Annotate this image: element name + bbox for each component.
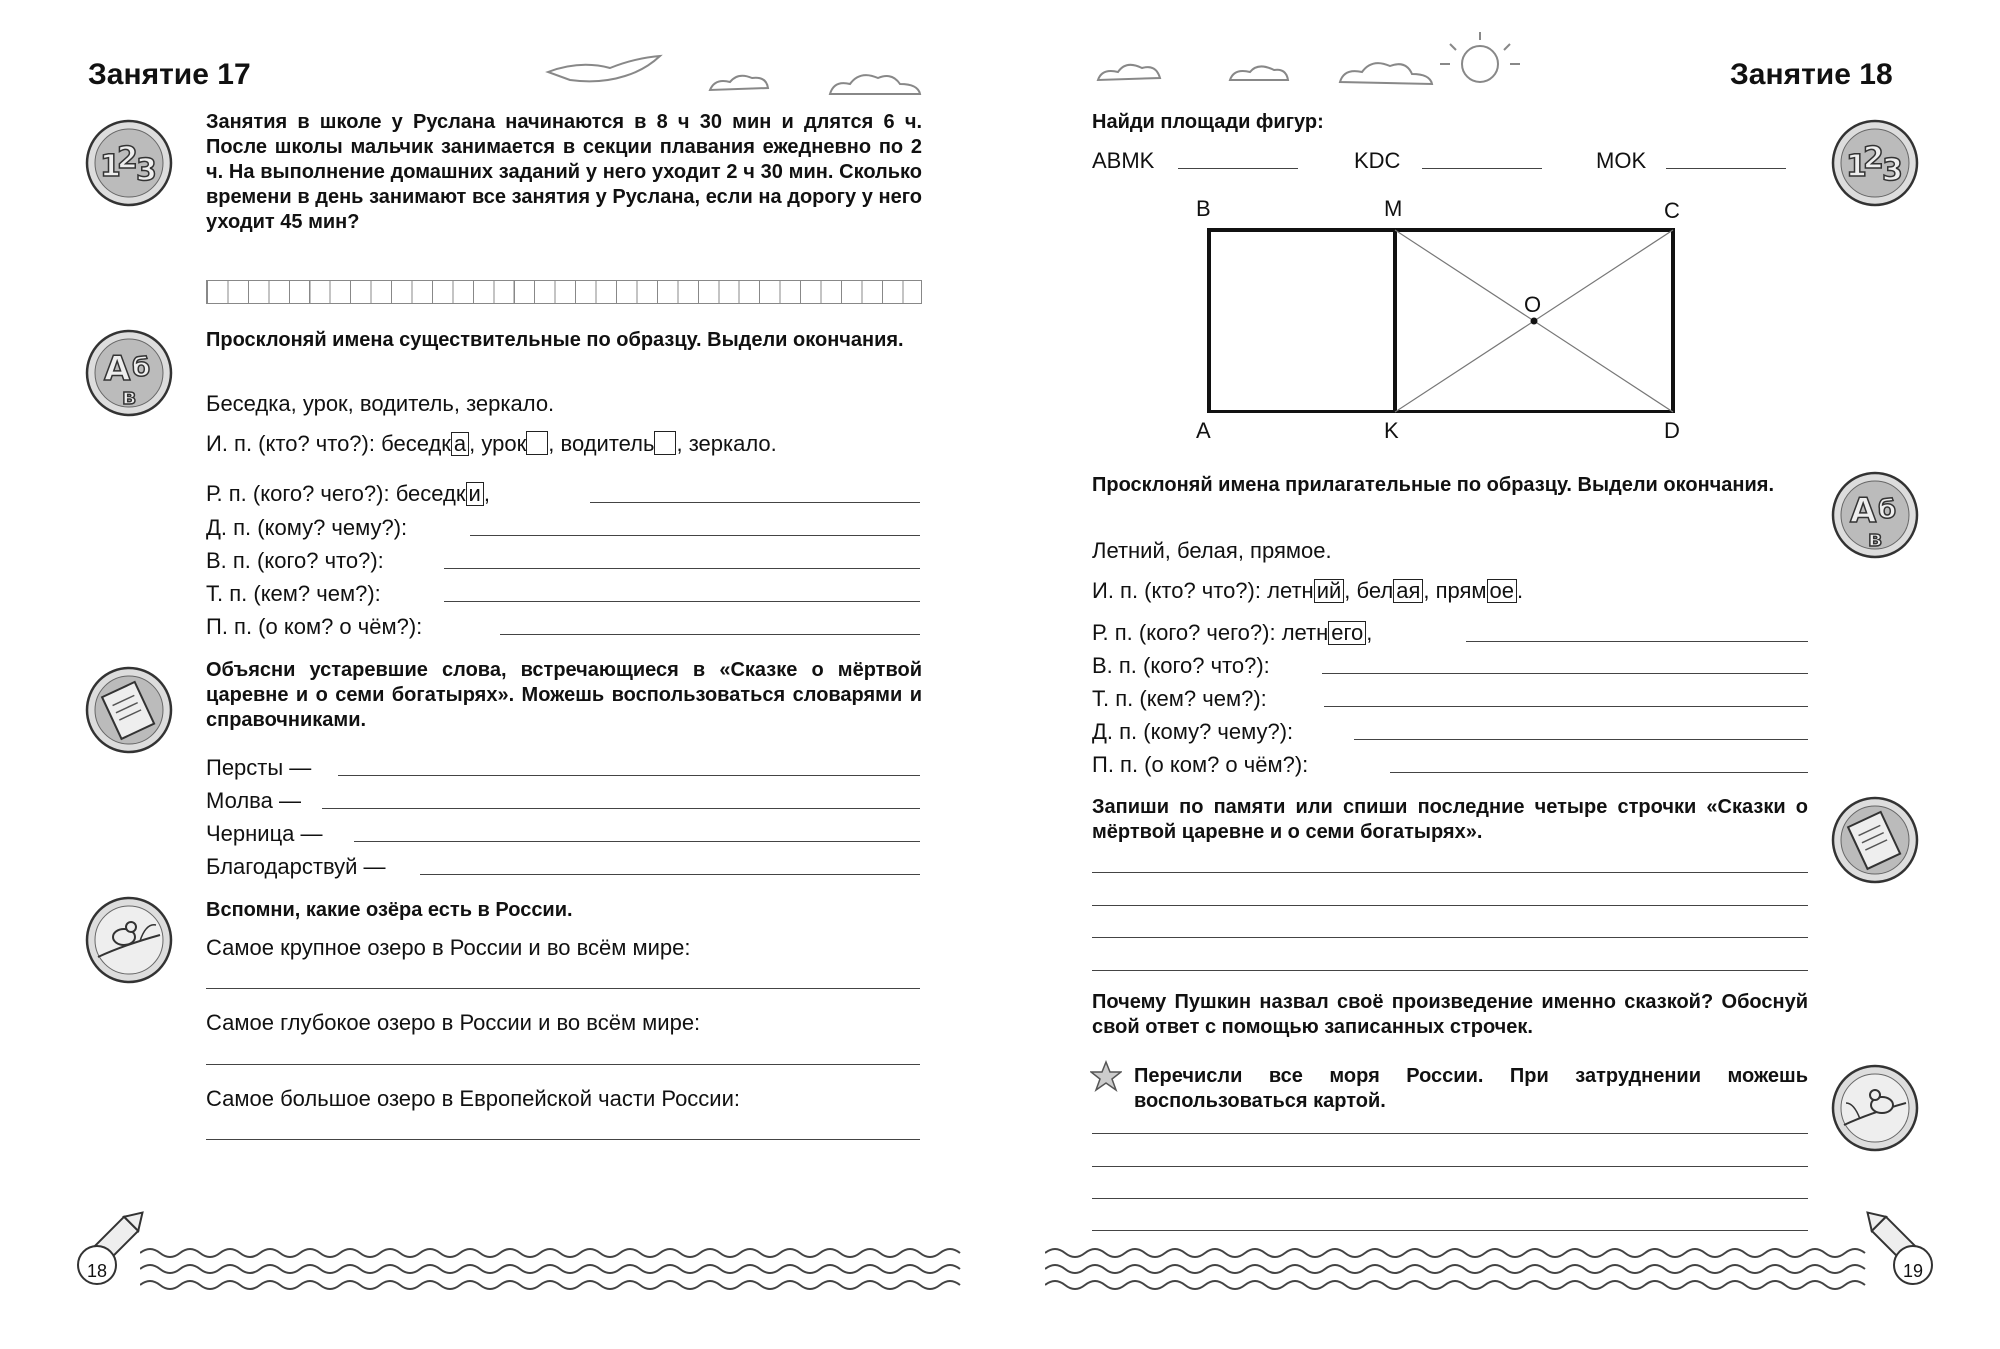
left-nominative-row: И. п. (кто? что?): беседк а , урок , водитель , зеркало. bbox=[206, 431, 777, 456]
left-task2-words: Беседка, урок, водитель, зеркало. bbox=[206, 391, 555, 416]
figure-abmk-line[interactable] bbox=[1178, 168, 1298, 169]
lake-question-1: Самое крупное озеро в России и во всём мире: bbox=[206, 935, 691, 960]
left-prepositional-line[interactable] bbox=[500, 634, 920, 635]
letters-icon bbox=[84, 328, 174, 418]
pencil-icon-right bbox=[1860, 1205, 1950, 1300]
bird-icon-right bbox=[1830, 1063, 1920, 1153]
figure-kdc-label: KDC bbox=[1354, 148, 1401, 173]
old-word-1: Персты — bbox=[206, 755, 312, 780]
old-word-1-line[interactable] bbox=[338, 775, 920, 776]
left-genitive-line[interactable] bbox=[590, 502, 920, 503]
right-task1-text: Найди площади фигур: bbox=[1092, 111, 1324, 133]
bird-icon bbox=[84, 895, 174, 985]
old-word-3: Черница — bbox=[206, 821, 323, 846]
figure-mok-label: MOK bbox=[1596, 148, 1647, 173]
lake-answer-3-line[interactable] bbox=[206, 1139, 920, 1140]
left-prepositional-label: П. п. (о ком? о чём?): bbox=[206, 614, 423, 639]
left-instrumental-line[interactable] bbox=[444, 601, 920, 602]
numbers-icon bbox=[84, 118, 174, 208]
answer-grid[interactable] bbox=[206, 280, 922, 304]
right-prepositional-label: П. п. (о ком? о чём?): bbox=[1092, 752, 1309, 777]
svg-text:1: 1 bbox=[1846, 149, 1867, 184]
wave-decoration-left bbox=[140, 1245, 980, 1300]
clouds-and-sun-decoration bbox=[1090, 28, 1540, 103]
right-page-number: 19 bbox=[1902, 1261, 1924, 1281]
left-accusative-line[interactable] bbox=[444, 568, 920, 569]
right-accusative-line[interactable] bbox=[1322, 673, 1808, 674]
point-o-label: O bbox=[1524, 292, 1542, 317]
right-genitive-line[interactable] bbox=[1466, 641, 1808, 642]
right-genitive-row: Р. п. (кого? чего?): летн его , bbox=[1092, 620, 1373, 645]
seas-line-3[interactable] bbox=[1092, 1198, 1808, 1199]
right-task2-text: Просклоняй имена прилагательные по образцу. Выдели окончания. bbox=[1092, 474, 1775, 496]
point-b-label: B bbox=[1196, 196, 1211, 221]
right-instrumental-label: Т. п. (кем? чем?): bbox=[1092, 686, 1267, 711]
right-accusative-label: В. п. (кого? что?): bbox=[1092, 653, 1270, 678]
old-word-2: Молва — bbox=[206, 788, 301, 813]
write-line-1[interactable] bbox=[1092, 872, 1808, 873]
point-k-label: K bbox=[1384, 418, 1399, 443]
left-task2-text: Просклоняй имена существительные по образцу. Выдели окончания. bbox=[206, 329, 904, 351]
left-task1-text: Занятия в школе у Руслана начинаются в 8 ч 30 мин и длятся 6 ч. После школы мальчик занимается в секции плавания ежедневно по 2 ч. На выполнение домашних заданий у него уходит 2 ч 30 мин. Сколько времени в день занимают все занятия у Руслана, если на дорогу у него уходит 45 мин? bbox=[206, 111, 922, 233]
svg-text:в: в bbox=[1868, 527, 1882, 552]
figure-mok-line[interactable] bbox=[1666, 168, 1786, 169]
svg-text:1: 1 bbox=[100, 149, 121, 184]
figure-kdc-line[interactable] bbox=[1422, 168, 1542, 169]
old-word-4: Благодарствуй — bbox=[206, 854, 386, 879]
old-word-4-line[interactable] bbox=[420, 874, 920, 875]
seas-line-1[interactable] bbox=[1092, 1133, 1808, 1134]
right-page-title: Занятие 18 bbox=[1730, 58, 1893, 91]
right-task4-text: Почему Пушкин назвал своё произведение именно сказкой? Обоснуй свой ответ с помощью записанных строчек. bbox=[1092, 991, 1808, 1038]
book-icon bbox=[84, 665, 174, 755]
left-task4-text: Вспомни, какие озёра есть в России. bbox=[206, 899, 573, 921]
svg-text:б: б bbox=[132, 353, 151, 383]
left-page-number: 18 bbox=[86, 1261, 108, 1281]
lake-question-3: Самое большое озеро в Европейской части России: bbox=[206, 1086, 740, 1111]
svg-text:2: 2 bbox=[117, 141, 138, 176]
right-task2-words: Летний, белая, прямое. bbox=[1092, 538, 1332, 563]
right-dative-label: Д. п. (кому? чему?): bbox=[1092, 719, 1294, 744]
book-icon-right bbox=[1830, 795, 1920, 885]
write-line-2[interactable] bbox=[1092, 905, 1808, 906]
lake-question-2: Самое глубокое озеро в России и во всём мире: bbox=[206, 1010, 701, 1035]
point-c-label: C bbox=[1664, 198, 1680, 223]
point-a-label: A bbox=[1196, 418, 1211, 443]
left-task3-text: Объясни устаревшие слова, встречающиеся в «Сказке о мёртвой царевне и о семи богатырях». Можешь воспользоваться словарями и справочниками. bbox=[206, 659, 922, 731]
svg-text:3: 3 bbox=[136, 153, 157, 188]
right-nominative-row: И. п. (кто? что?): летн ий , бел ая , прям ое . bbox=[1092, 578, 1524, 603]
figure-abmk-label: ABMK bbox=[1092, 148, 1155, 173]
svg-text:б: б bbox=[1878, 495, 1897, 525]
right-instrumental-line[interactable] bbox=[1324, 706, 1808, 707]
write-line-3[interactable] bbox=[1092, 937, 1808, 938]
right-dative-line[interactable] bbox=[1354, 739, 1808, 740]
point-d-label: D bbox=[1664, 418, 1680, 443]
wave-decoration-right bbox=[1045, 1245, 1875, 1300]
right-prepositional-line[interactable] bbox=[1390, 772, 1808, 773]
old-word-2-line[interactable] bbox=[322, 808, 920, 809]
svg-text:3: 3 bbox=[1882, 153, 1903, 188]
left-dative-label: Д. п. (кому? чему?): bbox=[206, 515, 408, 540]
svg-text:в: в bbox=[122, 385, 136, 410]
right-task5-text: Перечисли все моря России. При затруднении можешь воспользоваться картой. bbox=[1134, 1065, 1808, 1112]
old-word-3-line[interactable] bbox=[354, 841, 920, 842]
left-accusative-label: В. п. (кого? что?): bbox=[206, 548, 384, 573]
rectangle-figure bbox=[1205, 228, 1675, 413]
left-page-title: Занятие 17 bbox=[88, 58, 251, 91]
point-m-label: M bbox=[1384, 196, 1403, 221]
numbers-icon-right bbox=[1830, 118, 1920, 208]
left-instrumental-label: Т. п. (кем? чем?): bbox=[206, 581, 381, 606]
svg-text:А: А bbox=[1850, 491, 1877, 531]
seas-line-4[interactable] bbox=[1092, 1230, 1808, 1231]
star-icon bbox=[1090, 1060, 1122, 1092]
svg-text:2: 2 bbox=[1863, 141, 1884, 176]
lake-answer-2-line[interactable] bbox=[206, 1064, 920, 1065]
seas-line-2[interactable] bbox=[1092, 1166, 1808, 1167]
lake-answer-1-line[interactable] bbox=[206, 988, 920, 989]
bird-and-clouds-decoration bbox=[540, 50, 960, 100]
letters-icon-right bbox=[1830, 470, 1920, 560]
pencil-icon-left bbox=[60, 1205, 150, 1300]
left-dative-line[interactable] bbox=[470, 535, 920, 536]
left-genitive-row: Р. п. (кого? чего?): беседк и , bbox=[206, 481, 490, 506]
svg-text:А: А bbox=[104, 349, 131, 389]
write-line-4[interactable] bbox=[1092, 970, 1808, 971]
right-task3-text: Запиши по памяти или спиши последние четыре строчки «Сказки о мёртвой царевне и о семи богатырях». bbox=[1092, 796, 1808, 843]
